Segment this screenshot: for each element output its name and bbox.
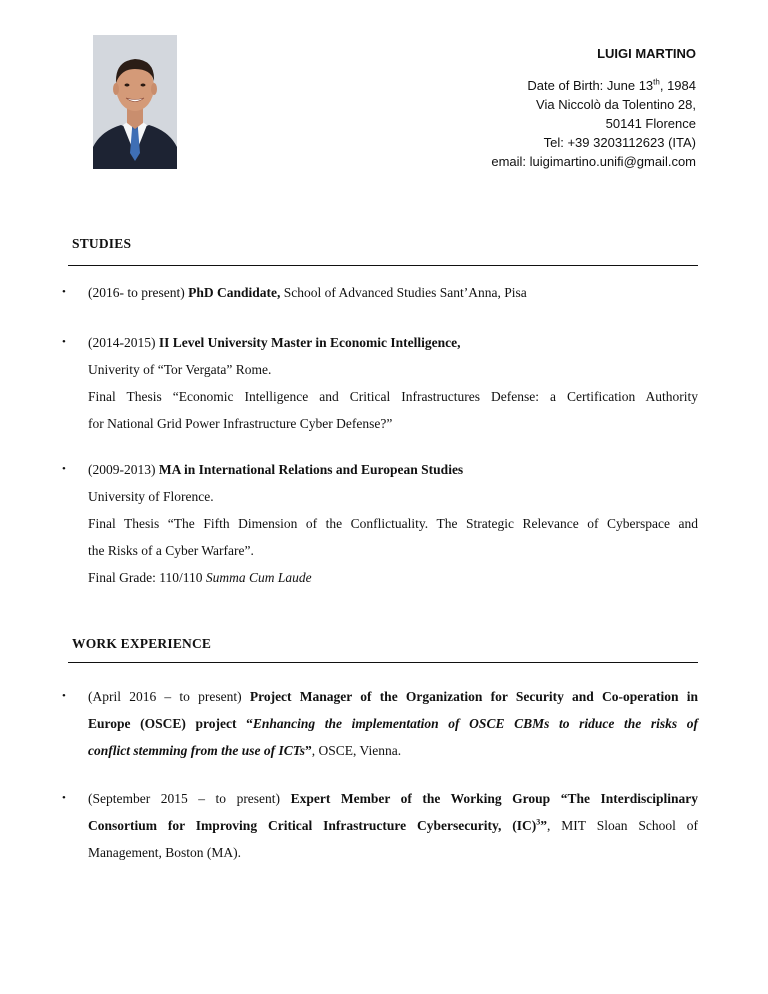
- portrait-image: [93, 35, 177, 169]
- date-of-birth: Date of Birth: June 13th, 1984: [527, 77, 696, 93]
- work-item-osce: • (April 2016 – to present) Project Manager of the Organization for Security and Co-operation in Europe (OSCE) project “Enhancing the implementation of OSCE CBMs to riduce the risks of conflict stemming from the use of ICTs”, OSCE, Vienna.: [62, 683, 698, 764]
- mit-location: Management, Boston (MA).: [88, 845, 241, 860]
- studies-item-phd: • (2016- to present) PhD Candidate, School of Advanced Studies Sant’Anna, Pisa: [62, 279, 698, 306]
- ma-university: University of Florence.: [88, 489, 214, 504]
- master-thesis: Final Thesis “Economic Intelligence and Critical Infrastructures Defense: a Certification Authority: [88, 389, 698, 404]
- ma-final-grade: Final Grade: 110/110 Summa Cum Laude: [88, 570, 312, 585]
- studies-heading: STUDIES: [72, 236, 132, 251]
- bullet-icon: •: [62, 690, 66, 702]
- work-item-mit: • (September 2015 – to present) Expert Member of the Working Group “The Interdisciplinary Consortium for Improving Critical Infrastructure Cybersecurity, (IC)$^3$”, MIT Sloan School of Management, Boston (MA).: [62, 785, 698, 866]
- address-city: 50141 Florence: [605, 116, 696, 131]
- studies-item-master: • (2014-2015) II Level University Master in Economic Intelligence, Univerity of “Tor Vergata” Rome. Final Thesis “Economic Intelligence and Critical Infrastructures Defense: a Certification Authority for National Grid Power Infrastructure Cyber Defense?”: [62, 329, 698, 437]
- email: email: luigimartino.unifi@gmail.com: [491, 154, 696, 169]
- studies-divider: [68, 265, 698, 266]
- bullet-icon: •: [62, 286, 66, 298]
- ma-thesis: Final Thesis “The Fifth Dimension of the Conflictuality. The Strategic Relevance of Cyberspace and: [88, 516, 698, 531]
- contact-block: [491, 44, 696, 171]
- master-university: Univerity of “Tor Vergata” Rome.: [88, 362, 272, 377]
- bullet-icon: •: [62, 463, 66, 475]
- work-heading: WORK EXPERIENCE: [72, 636, 212, 651]
- bullet-icon: •: [62, 336, 66, 348]
- profile-photo: [93, 35, 177, 169]
- ma-thesis-cont: the Risks of a Cyber Warfare”.: [88, 543, 254, 558]
- address-street: Via Niccolò da Tolentino 28,: [536, 97, 696, 112]
- studies-item-ma: • (2009-2013) MA in International Relations and European Studies University of Florence. Final Thesis “The Fifth Dimension of the Conflictuality. The Strategic Relevance of Cyberspace and the Risks of a Cyber Warfare”. Final Grade: 110/110 Summa Cum Laude: [62, 456, 698, 591]
- candidate-name: LUIGI MARTINO: [597, 46, 696, 61]
- telephone: Tel: +39 3203112623 (ITA): [543, 135, 696, 150]
- master-thesis-cont: for National Grid Power Infrastructure Cyber Defense?”: [88, 416, 393, 431]
- work-divider: [68, 662, 698, 663]
- bullet-icon: •: [62, 792, 66, 804]
